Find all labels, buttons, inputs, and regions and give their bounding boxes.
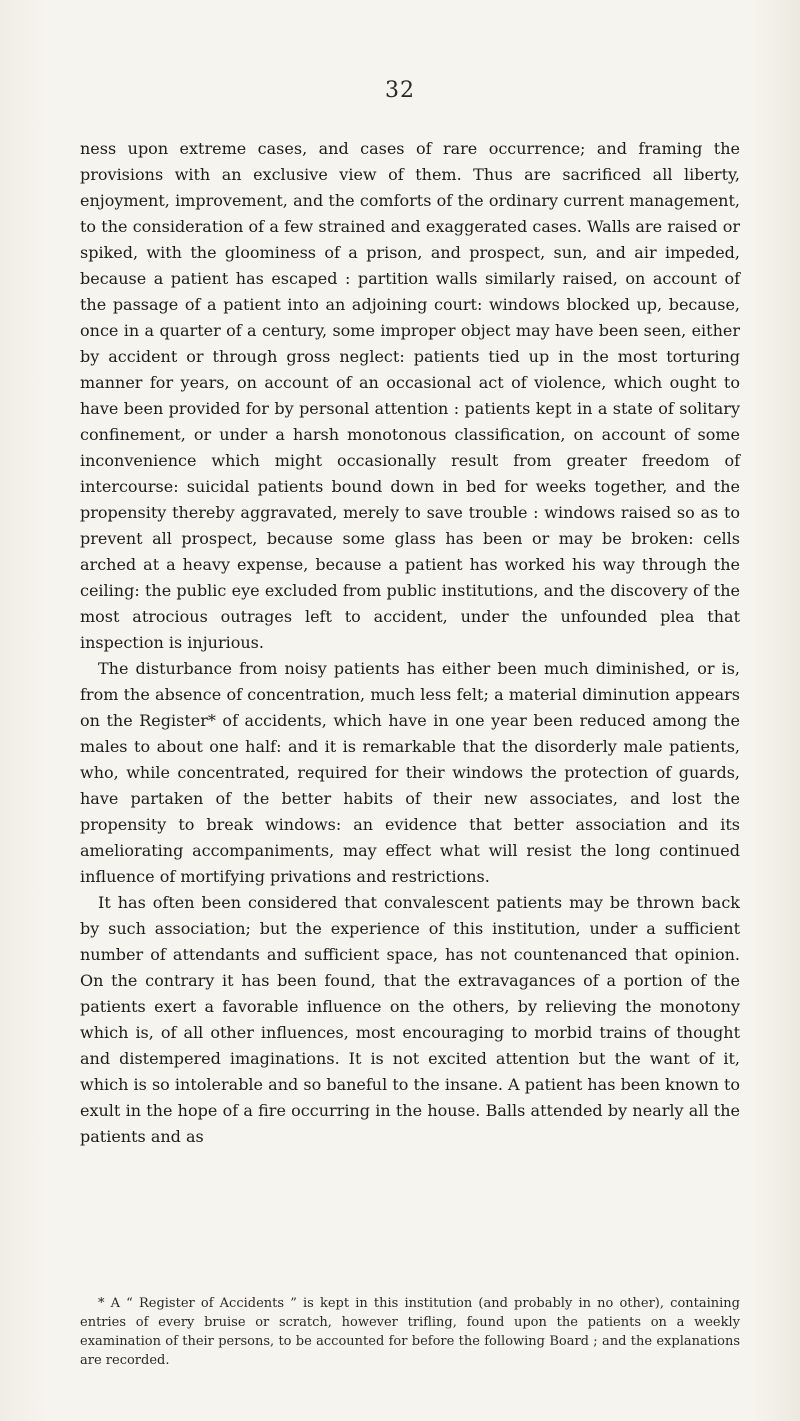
footnote-text: * A “ Register of Accidents ” is kept in this institution (and probably in no other), containing entries of every bruise or scratch, however trifling, found upon the patients on a weekly examination of their persons, to be accounted for before the following Board ; and the explanations are recorded. xyxy=(80,1296,740,1368)
paragraph-disturbance: The disturbance from noisy patients has either been much diminished, or is, from the absence of concentration, much less felt; a material diminution appears on the Register* of accidents, which have in one year been reduced among the males to about one half: and it is remarkable that the disorderly male patients, who, while concentrated, required for their windows the protection of guards, have partaken of the better habits of their new associates, and lost the propensity to break windows: an evidence that better association and its ameliorating accompaniments, may effect what will resist the long continued influence of mortifying privations and restrictions. xyxy=(80,659,740,886)
body-text xyxy=(80,136,740,1150)
paragraph-continuation: ness upon extreme cases, and cases of rare occurrence; and framing the provisions with an exclusive view of them. Thus are sacrificed all liberty, enjoyment, improvement, and the comforts of the ordinary current management, to the consideration of a few strained and exaggerated cases. Walls are raised or spiked, with the gloominess of a prison, and prospect, sun, and air impeded, because a patient has escaped : partition walls similarly raised, on account of the passage of a patient into an adjoining court: windows blocked up, because, once in a quarter of a century, some improper object may have been seen, either by accident or through gross neglect: patients tied up in the most torturing manner for years, on account of an occasional act of violence, which ought to have been provided for by personal attention : patients kept in a state of solitary confinement, or under a harsh monotonous classification, on account of some inconvenience which might occasionally result from greater freedom of intercourse: suicidal patients bound down in bed for weeks together, and the propensity thereby aggravated, merely to save trouble : windows raised so as to prevent all prospect, because some glass has been or may be broken: cells arched at a heavy expense, because a patient has worked his way through the ceiling: the public eye excluded from public institutions, and the discovery of the most atrocious outrages left to accident, under the unfounded plea that inspection is injurious. xyxy=(80,139,740,652)
page-number: 32 xyxy=(385,78,415,103)
paragraph-convalescent: It has often been considered that convalescent patients may be thrown back by such association; but the experience of this institution, under a sufficient number of attendants and sufficient space, has not countenanced that opinion. On the contrary it has been found, that the extravagances of a portion of the patients exert a favorable influence on the others, by relieving the monotony which is, of all other influences, most encouraging to morbid trains of thought and distempered imaginations. It is not excited attention but the want of it, which is so intolerable and so baneful to the insane. A patient has been known to exult in the hope of a fire occurring in the house. Balls attended by nearly all the patients and as xyxy=(80,893,740,1146)
footnote xyxy=(80,1294,740,1370)
